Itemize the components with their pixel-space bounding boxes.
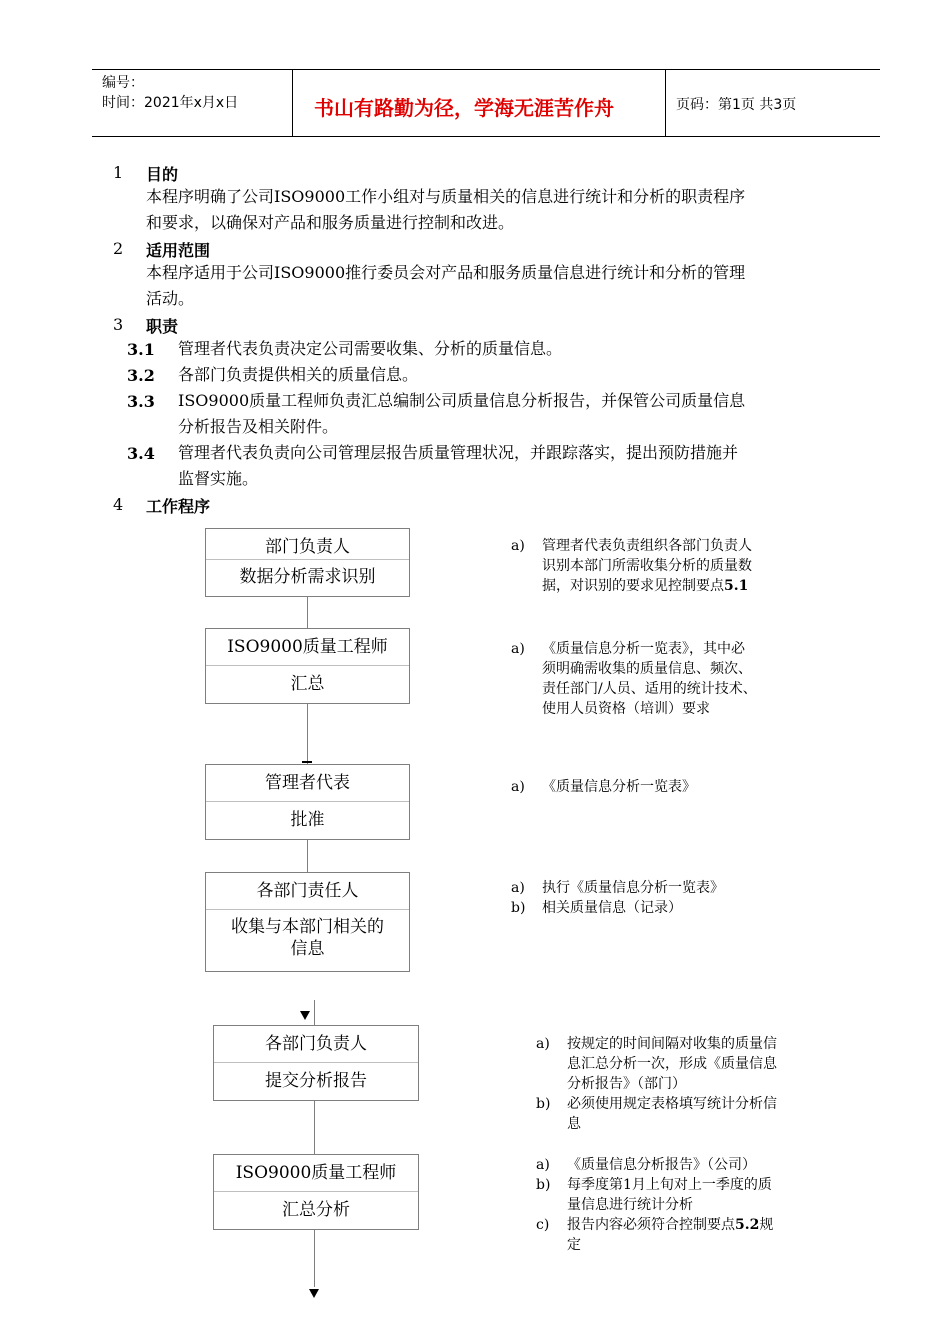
note-marker: b) bbox=[511, 900, 526, 916]
flow-note bbox=[536, 1155, 846, 1257]
responsibility-text: 管理者代表负责决定公司需要收集、分析的质量信息。 bbox=[178, 339, 563, 358]
note-text: 《质量信息分析报告》（公司） bbox=[567, 1157, 756, 1173]
section-title-procedure: 工作程序 bbox=[146, 497, 211, 516]
flow-step-role: ISO9000质量工程师 bbox=[235, 1163, 397, 1183]
note-text: 分析报告》（部门） bbox=[567, 1076, 686, 1092]
note-text: 管理者代表负责组织各部门负责人 bbox=[542, 538, 752, 554]
note-text-line bbox=[542, 576, 748, 596]
responsibility-text: 管理者代表负责向公司管理层报告质量管理状况，并跟踪落实，提出预防措施并 bbox=[178, 443, 739, 462]
header-divider bbox=[292, 70, 293, 136]
note-text: 《质量信息分析一览表》 bbox=[542, 779, 696, 795]
note-text: 量信息进行统计分析 bbox=[567, 1197, 693, 1213]
section-title-purpose: 目的 bbox=[146, 165, 179, 184]
flow-note bbox=[536, 1034, 846, 1136]
section-text: 活动。 bbox=[146, 289, 195, 308]
subsection-number: 3.4 bbox=[127, 444, 155, 463]
note-text: 须明确需收集的质量信息、频次、 bbox=[542, 661, 752, 677]
flow-step-role: 各部门负责人 bbox=[265, 1034, 367, 1054]
flow-connector bbox=[307, 838, 308, 872]
flow-note bbox=[511, 536, 831, 598]
note-marker: b) bbox=[536, 1177, 551, 1193]
flow-connector bbox=[314, 1100, 315, 1154]
note-text: 定 bbox=[567, 1237, 581, 1253]
section-text: 和要求，以确保对产品和服务质量进行控制和改进。 bbox=[146, 213, 515, 232]
note-text: 息 bbox=[567, 1116, 581, 1132]
flow-arrow-icon bbox=[309, 1289, 319, 1298]
flow-step-divider bbox=[206, 665, 409, 666]
note-marker: a) bbox=[511, 538, 525, 554]
header-motto: 书山有路勤为径，学海无涯苦作舟 bbox=[314, 96, 614, 120]
flow-step-box bbox=[205, 528, 410, 597]
flow-step-role: 管理者代表 bbox=[265, 773, 350, 793]
section-number: 3 bbox=[113, 315, 124, 334]
note-text: 相关质量信息（记录） bbox=[542, 900, 682, 916]
flow-note bbox=[511, 639, 831, 721]
section-text: 本程序适用于公司ISO9000推行委员会对产品和服务质量信息进行统计和分析的管理 bbox=[146, 263, 746, 282]
section-number: 2 bbox=[113, 239, 124, 258]
note-marker: a) bbox=[536, 1036, 550, 1052]
flow-step-action: 数据分析需求识别 bbox=[239, 567, 376, 587]
flow-step-box bbox=[205, 872, 410, 972]
responsibility-text: 分析报告及相关附件。 bbox=[178, 417, 339, 436]
document-header bbox=[92, 69, 880, 137]
note-text-line bbox=[567, 1215, 773, 1235]
subsection-number: 3.1 bbox=[127, 340, 155, 359]
flow-step-role: 各部门责任人 bbox=[256, 881, 359, 901]
flow-note bbox=[511, 777, 831, 799]
section-title-responsibilities: 职责 bbox=[146, 317, 179, 336]
flow-step-action: 汇总分析 bbox=[282, 1200, 350, 1220]
control-point-ref: 5.2 bbox=[735, 1217, 760, 1233]
flow-step-divider bbox=[206, 801, 409, 802]
note-text: 报告内容必须符合控制要点 bbox=[567, 1217, 735, 1233]
flow-step-action: 提交分析报告 bbox=[265, 1071, 367, 1091]
flow-step-divider bbox=[206, 909, 409, 910]
header-divider bbox=[665, 70, 666, 136]
flow-step-divider bbox=[214, 1191, 418, 1192]
flow-step-action: 汇总 bbox=[290, 674, 325, 694]
flow-note bbox=[511, 878, 831, 920]
section-title-scope: 适用范围 bbox=[146, 241, 211, 260]
note-marker: a) bbox=[511, 779, 525, 795]
document-number-label: 编号： bbox=[102, 75, 144, 91]
note-text: 据，对识别的要求见控制要点 bbox=[542, 578, 724, 594]
note-text: 规 bbox=[759, 1217, 774, 1233]
flow-connector-tick bbox=[302, 761, 312, 763]
note-text: 识别本部门所需收集分析的质量数 bbox=[542, 558, 752, 574]
note-text: 必须使用规定表格填写统计分析信 bbox=[567, 1096, 777, 1112]
note-text: 责任部门/人员、适用的统计技术、 bbox=[542, 681, 757, 697]
control-point-ref: 5.1 bbox=[724, 578, 749, 594]
flow-step-box bbox=[213, 1154, 419, 1230]
flow-step-divider bbox=[206, 559, 409, 560]
flow-step-box bbox=[213, 1025, 419, 1101]
note-marker: a) bbox=[511, 641, 525, 657]
flow-step-role: 部门负责人 bbox=[265, 537, 350, 557]
section-number: 4 bbox=[113, 495, 124, 514]
document-time-label: 时间：2021年x月x日 bbox=[102, 95, 239, 111]
note-text: 执行《质量信息分析一览表》 bbox=[542, 880, 724, 896]
flow-step-box bbox=[205, 628, 410, 704]
responsibility-text: ISO9000质量工程师负责汇总编制公司质量信息分析报告，并保管公司质量信息 bbox=[178, 391, 746, 410]
note-text: 每季度第1月上旬对上一季度的质 bbox=[567, 1177, 772, 1193]
page-number-label: 页码：第1页 共3页 bbox=[676, 97, 797, 113]
subsection-number: 3.3 bbox=[127, 392, 155, 411]
section-text: 本程序明确了公司ISO9000工作小组对与质量相关的信息进行统计和分析的职责程序 bbox=[146, 187, 746, 206]
note-marker: a) bbox=[536, 1157, 550, 1173]
responsibility-text: 监督实施。 bbox=[178, 469, 259, 488]
section-number: 1 bbox=[113, 163, 124, 182]
flow-step-role: ISO9000质量工程师 bbox=[227, 637, 388, 657]
flow-connector bbox=[307, 702, 308, 764]
note-marker: c) bbox=[536, 1217, 550, 1233]
flow-arrow-icon bbox=[300, 1011, 310, 1020]
flow-connector bbox=[314, 1229, 315, 1287]
flow-connector bbox=[307, 595, 308, 628]
subsection-number: 3.2 bbox=[127, 366, 155, 385]
note-text: 按规定的时间间隔对收集的质量信 bbox=[567, 1036, 777, 1052]
flow-step-divider bbox=[214, 1062, 418, 1063]
responsibility-text: 各部门负责提供相关的质量信息。 bbox=[178, 365, 419, 384]
note-text: 《质量信息分析一览表》，其中必 bbox=[542, 641, 745, 657]
flow-step-action: 批准 bbox=[290, 810, 325, 830]
flow-step-action: 信息 bbox=[290, 939, 325, 959]
note-marker: b) bbox=[536, 1096, 551, 1112]
note-marker: a) bbox=[511, 880, 525, 896]
flow-step-box bbox=[205, 764, 410, 840]
flow-step-action: 收集与本部门相关的 bbox=[231, 917, 384, 937]
note-text: 息汇总分析一次，形成《质量信息 bbox=[567, 1056, 777, 1072]
note-text: 使用人员资格（培训）要求 bbox=[542, 701, 710, 717]
